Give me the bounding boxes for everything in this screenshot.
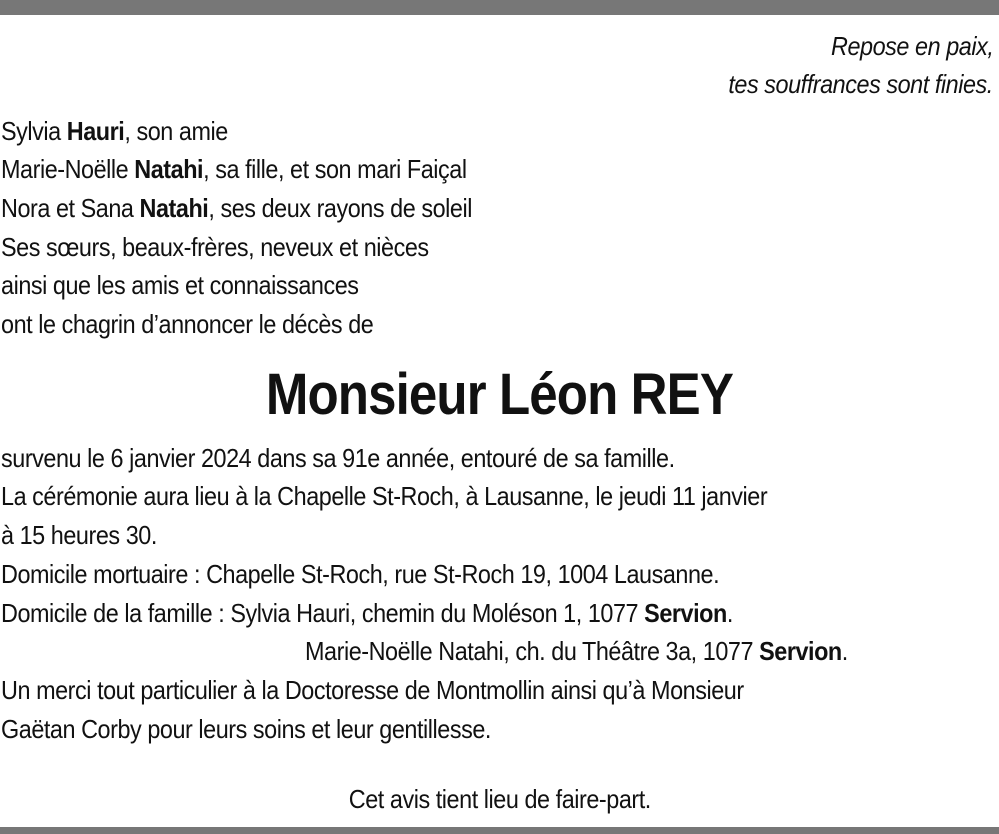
ceremony-details: La cérémonie aura lieu à la Chapelle St-Roch, à Lausanne, le jeudi 11 janvier bbox=[1, 481, 768, 511]
mourner-line: ainsi que les amis et connaissances bbox=[1, 270, 359, 300]
thanks-line-2: Gaëtan Corby pour leurs soins et leur gentillesse. bbox=[1, 714, 491, 744]
mourner-line: Ses sœurs, beaux-frères, neveux et nièces bbox=[1, 232, 429, 262]
motto-line-2: tes souffrances sont finies. bbox=[728, 69, 993, 99]
ceremony-time: à 15 heures 30. bbox=[1, 520, 157, 550]
family-home-address-2: Marie-Noëlle Natahi, ch. du Théâtre 3a, 1077 Servion. bbox=[305, 636, 848, 666]
closing-note: Cet avis tient lieu de faire-part. bbox=[348, 784, 651, 814]
mourner-line: Sylvia Hauri, son amie bbox=[1, 116, 228, 146]
motto-line-1: Repose en paix, bbox=[830, 31, 993, 61]
top-border bbox=[0, 0, 999, 15]
funeral-home-address: Domicile mortuaire : Chapelle St-Roch, rue St-Roch 19, 1004 Lausanne. bbox=[1, 559, 720, 589]
mourner-line: Nora et Sana Natahi, ses deux rayons de soleil bbox=[1, 193, 472, 223]
mourner-line: Marie-Noëlle Natahi, sa fille, et son mari Faiçal bbox=[1, 154, 467, 184]
death-details: survenu le 6 janvier 2024 dans sa 91e année, entouré de sa famille. bbox=[1, 443, 675, 473]
deceased-name: Monsieur Léon REY bbox=[265, 362, 734, 427]
thanks-line-1: Un merci tout particulier à la Doctoresse de Montmollin ainsi qu’à Monsieur bbox=[1, 675, 744, 705]
bottom-border bbox=[0, 827, 999, 834]
family-home-address-1: Domicile de la famille : Sylvia Hauri, chemin du Moléson 1, 1077 Servion. bbox=[1, 598, 733, 628]
announcement-line: ont le chagrin d’annoncer le décès de bbox=[1, 309, 374, 339]
